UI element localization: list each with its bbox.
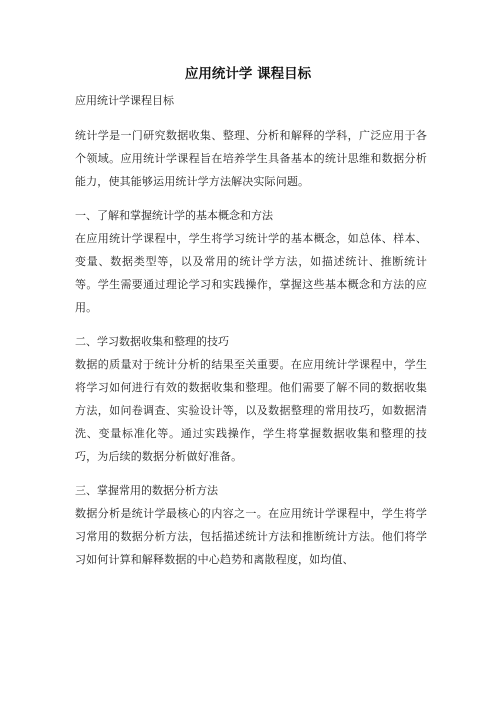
document-subtitle: 应用统计学课程目标	[75, 94, 174, 107]
document-body	[75, 91, 427, 582]
section-1	[75, 204, 427, 319]
section-paragraph: 数据分析是统计学最核心的内容之一。在应用统计学课程中，学生将学习常用的数据分析方法，包括描述统计方法和推断统计方法。他们将学习如何计算和解释数据的中心趋势和离散程度，如均值、	[75, 507, 427, 566]
section-heading: 一、了解和掌握统计学的基本概念和方法	[75, 209, 273, 222]
section-heading: 二、学习数据收集和整理的技巧	[75, 335, 229, 348]
section-paragraph: 在应用统计学课程中，学生将学习统计学的基本概念，如总体、样本、变量、数据类型等，以及常用的统计学方法，如描述统计、推断统计等。学生需要通过理论学习和实践操作，掌握这些基本概念和方法的应用。	[75, 232, 427, 314]
intro-paragraph: 统计学是一门研究数据收集、整理、分析和解释的学科，广泛应用于各个领域。应用统计学课程旨在培养学生具备基本的统计思维和数据分析能力，使其能够运用统计学方法解决实际问题。	[75, 129, 427, 188]
section-heading: 三、掌握常用的数据分析方法	[75, 484, 218, 497]
section-paragraph: 数据的质量对于统计分析的结果至关重要。在应用统计学课程中，学生将学习如何进行有效的数据收集和整理。他们需要了解不同的数据收集方法，如问卷调查、实验设计等，以及数据整理的常用技巧，如数据清洗、变量标准化等。通过实践操作，学生将掌握数据收集和整理的技巧，为后续的数据分析做好准备。	[75, 358, 427, 463]
section-2	[75, 330, 427, 468]
section-3	[75, 479, 427, 571]
document-title: 应用统计学 课程目标	[184, 66, 312, 82]
